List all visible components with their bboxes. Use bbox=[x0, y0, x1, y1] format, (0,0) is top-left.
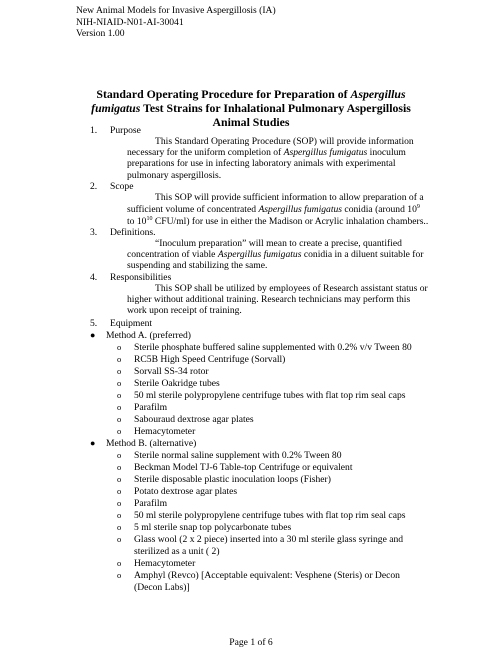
hollow-bullet-icon: o bbox=[117, 558, 122, 568]
section-definitions-body: “Inoculum preparation” will mean to create a precise, quantified concentration of viable Aspergillus fumigatus conidia in a diluent suitable for suspending and stabilizing the same. bbox=[127, 238, 424, 272]
document-header bbox=[76, 5, 276, 40]
section-purpose-body: This Standard Operating Procedure (SOP) will provide information necessary for the uniform completion of Aspergillus fumigatus inoculum preparations for use in infecting laboratory animals with experimental pulmonary aspergillosis. bbox=[127, 136, 414, 181]
hollow-bullet-icon: o bbox=[117, 450, 122, 460]
hollow-bullet-icon: o bbox=[117, 390, 122, 400]
hollow-bullet-icon: o bbox=[117, 414, 122, 424]
hollow-bullet-icon: o bbox=[117, 354, 122, 364]
header-contract: NIH-NIAID-N01-AI-30041 bbox=[76, 16, 184, 28]
bullet-dot-icon: ● bbox=[90, 438, 96, 448]
hollow-bullet-icon: o bbox=[117, 366, 122, 376]
hollow-bullet-icon: o bbox=[117, 570, 122, 580]
bullet-dot-icon: ● bbox=[90, 330, 96, 340]
hollow-bullet-icon: o bbox=[117, 426, 122, 436]
header-project: New Animal Models for Invasive Aspergillosis (IA) bbox=[76, 5, 276, 16]
hollow-bullet-icon: o bbox=[117, 534, 122, 544]
document-title-line2: fumigatus Test Strains for Inhalational Pulmonary Aspergillosis bbox=[91, 101, 411, 115]
header-version: Version 1.00 bbox=[76, 28, 125, 40]
section-scope-body: This SOP will provide sufficient information to allow preparation of a sufficient volume of concentrated Aspergillus fumigatus conidia (around $10^9$ to $10^{10}$ CFU/ml) for use in either the Madison or Acrylic inhalation chambers.. bbox=[127, 192, 429, 228]
hollow-bullet-icon: o bbox=[117, 486, 122, 496]
hollow-bullet-icon: o bbox=[117, 402, 122, 412]
document-title-line1: Standard Operating Procedure for Preparation of Aspergillus bbox=[96, 87, 406, 101]
section-responsibilities-body: This SOP shall be utilized by employees of Research assistant status or higher without additional training. Research technicians may perform this work upon receipt of training. bbox=[127, 283, 428, 317]
hollow-bullet-icon: o bbox=[117, 498, 122, 508]
method-a-label: Method A. (preferred) bbox=[106, 330, 191, 341]
hollow-bullet-icon: o bbox=[117, 474, 122, 484]
page-number: Page 1 of 6 bbox=[229, 637, 273, 648]
document-title-line3: Animal Studies bbox=[212, 115, 290, 129]
hollow-bullet-icon: o bbox=[117, 462, 122, 472]
hollow-bullet-icon: o bbox=[117, 342, 122, 352]
method-b-label: Method B. (alternative) bbox=[106, 438, 197, 449]
hollow-bullet-icon: o bbox=[117, 378, 122, 388]
hollow-bullet-icon: o bbox=[117, 510, 122, 520]
hollow-bullet-icon: o bbox=[117, 522, 122, 532]
